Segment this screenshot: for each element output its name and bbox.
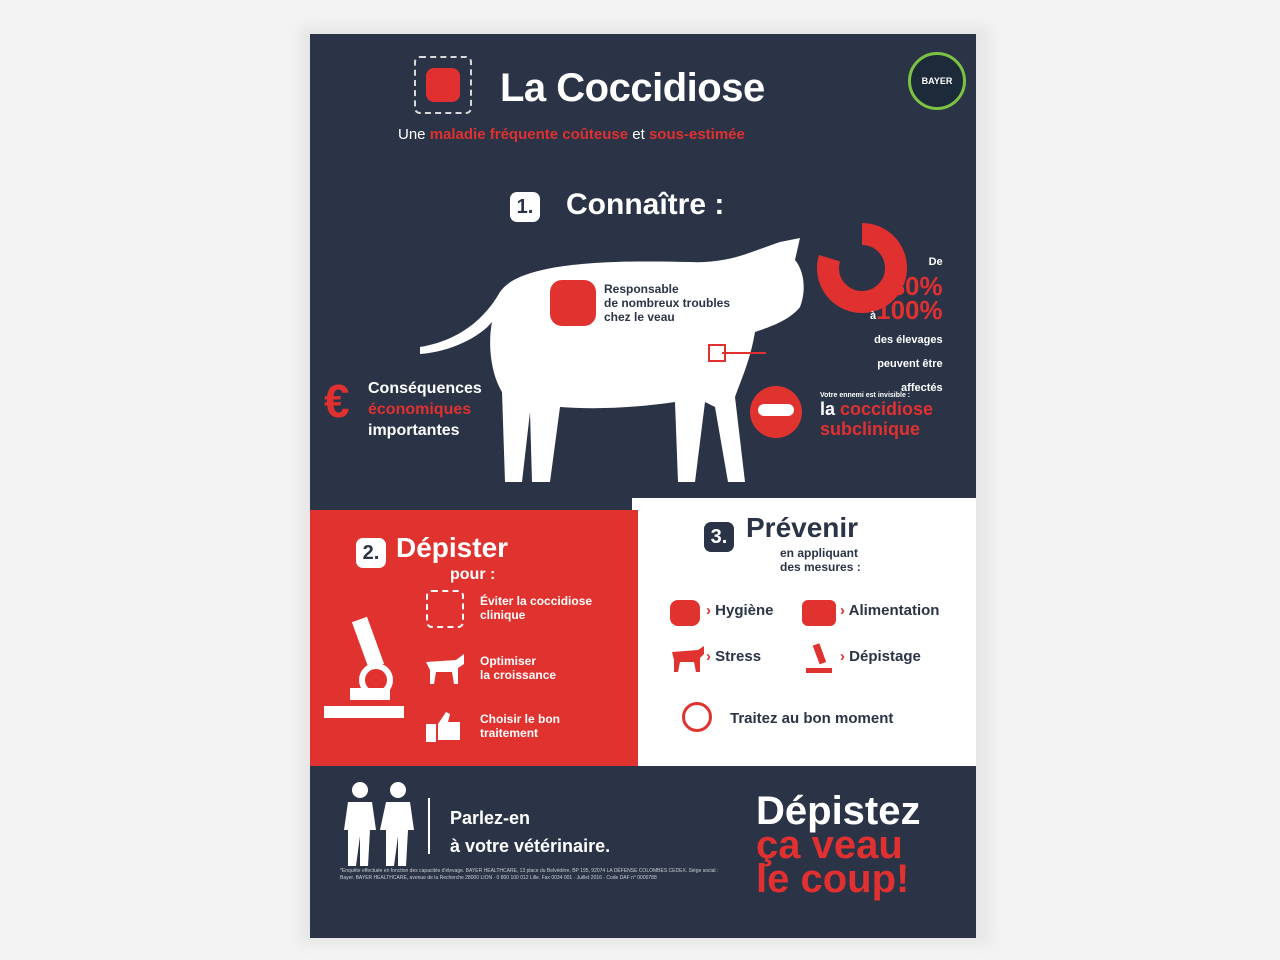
consequences-line-2: économiques [368, 401, 472, 418]
parasite-icon [426, 590, 464, 628]
fine-print: *Enquête effectuée en fonction des capacités d'élevage. BAYER HEALTHCARE, 13 place du Belvédère, BP 195, 92074 LA DÉFENSE COLOMBES CEDEX. Siège social : Bayer. BAYER HEALTHCARE, avenue de la Recherche 28000 LION · 0 800 100 012 Lille. Fax 0034 001 · Juillet 2016 · Code DAF n° 0000788 [340, 868, 719, 881]
intestine-icon [550, 280, 596, 326]
bayer-logo [908, 52, 966, 110]
measure-depistage: › Dépistage [840, 648, 921, 665]
cow-callout [604, 282, 730, 324]
measure-alimentation: › Alimentation [840, 602, 940, 619]
section2-item-2-line-1: Optimiser [480, 654, 537, 668]
microscope-small-icon [804, 640, 834, 674]
parasite-logo-icon [414, 56, 472, 114]
calf-icon [424, 652, 466, 686]
subclinical-red-2: subclinique [820, 419, 921, 439]
section2-badge [356, 538, 386, 568]
section2-item-2 [480, 654, 556, 682]
poster [310, 34, 976, 938]
subtitle-mid: et [632, 126, 645, 143]
timing-text: Traitez au bon moment [730, 710, 894, 727]
divider [428, 798, 430, 854]
stat-prefix: De [928, 256, 943, 268]
stat-from: 80% [890, 271, 943, 301]
feed-icon [802, 600, 836, 626]
section2-heading: Dépister [396, 532, 509, 563]
measure-stress: › Stress [706, 648, 762, 665]
cow-callout-line-2: de nombreux troubles [604, 296, 731, 310]
stat-to-prefix: à [870, 310, 877, 322]
parasite-logo-fill [426, 68, 460, 102]
connector-line [722, 352, 766, 354]
subtitle-red-2: sous-estimée [648, 126, 745, 143]
stat-text-2: peuvent être [877, 358, 943, 370]
subtitle-red-1: maladie fréquente coûteuse [429, 126, 629, 143]
section3-lead [780, 546, 861, 574]
section2-item-1-line-1: Éviter la coccidiose [480, 594, 593, 608]
section1-number: 1. [510, 192, 540, 222]
section3-heading: Prévenir [746, 512, 859, 543]
stat-text-1: des élevages [874, 334, 943, 346]
subclinical-red-1: coccidiose [840, 399, 934, 419]
slogan [756, 789, 921, 901]
section3-lead-1: en appliquant [780, 546, 858, 560]
section2-item-3-line-2: traitement [480, 726, 539, 740]
consequences-text [368, 378, 482, 441]
measure-hygiene: › Hygiène [706, 602, 774, 619]
consequences-line-1: Conséquences [368, 380, 482, 397]
masked-parasite-icon [750, 386, 802, 438]
poster-title: La Coccidiose [500, 66, 765, 110]
vet-text-line-2: à votre vétérinaire. [450, 836, 611, 856]
section2-item-3 [480, 712, 560, 740]
section3-number: 3. [704, 522, 734, 552]
subclinical-block [820, 392, 933, 439]
section2-item-2-line-2: la croissance [480, 668, 557, 682]
slogan-line-1: Dépistez [756, 789, 921, 833]
subclinical-intro: Votre ennemi est invisible : [820, 392, 911, 399]
section2-pour: pour : [450, 566, 496, 583]
measure-depistage-label: Dépistage [849, 648, 921, 665]
section3-lead-2: des mesures : [780, 560, 861, 574]
stress-calf-icon [670, 644, 706, 674]
vet-text-line-1: Parlez-en [450, 808, 531, 828]
subtitle-lead: Une [398, 126, 426, 143]
vet-farmer-handshake-icon [340, 780, 420, 868]
slogan-line-3: le coup! [756, 857, 910, 901]
vet-text [450, 804, 610, 860]
slogan-line-2: ça veau [756, 823, 903, 867]
measure-alimentation-label: Alimentation [848, 602, 940, 619]
stat-to: 100% [876, 295, 943, 325]
hygiene-icon [670, 600, 700, 626]
section1-heading: Connaître : [566, 188, 725, 221]
poster-subtitle [398, 126, 745, 143]
section1-badge [510, 192, 540, 222]
subclinical-la: la [820, 399, 836, 419]
calf-silhouette-icon [410, 232, 810, 512]
stat-text-3: affectés [901, 382, 943, 394]
measure-stress-label: Stress [715, 648, 762, 665]
section3-badge [704, 522, 734, 552]
section2-item-3-line-1: Choisir le bon [480, 712, 561, 726]
section2-number: 2. [356, 538, 386, 568]
thumbs-up-icon [424, 710, 464, 744]
section2-item-1 [480, 594, 592, 622]
alarm-clock-icon [682, 702, 712, 732]
cow-callout-line-3: chez le veau [604, 310, 675, 324]
microscope-icon [320, 608, 410, 724]
section2-item-1-line-2: clinique [480, 608, 526, 622]
cow-callout-line-1: Responsable [604, 282, 679, 296]
consequences-line-3: importantes [368, 422, 460, 439]
stat-block [870, 250, 943, 400]
bayer-logo-text: BAYER [921, 76, 953, 86]
measure-hygiene-label: Hygiène [715, 602, 774, 619]
euro-down-icon: € [324, 375, 350, 427]
